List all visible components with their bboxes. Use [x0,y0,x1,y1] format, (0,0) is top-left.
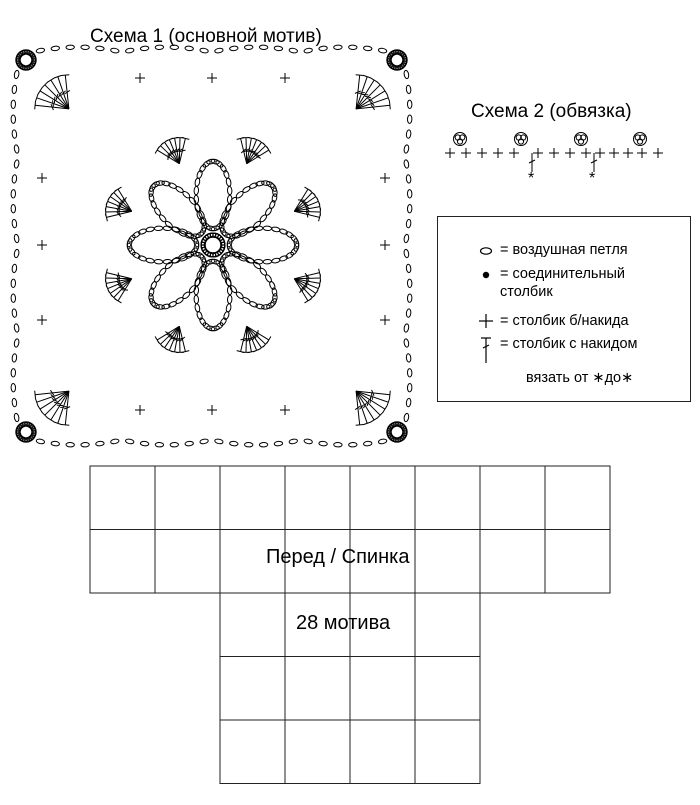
scheme1-title: Схема 1 (основной мотив) [90,26,322,47]
motif-cell [350,466,415,530]
motif-cell [220,657,285,721]
motif-cell [285,657,350,721]
motif-count-label: 28 мотива [296,612,391,634]
motif-cell [415,593,480,657]
legend-text-dc: = столбик с накидом [500,336,638,352]
motif-cell [545,466,610,530]
repeat-marker-2: * [589,170,596,187]
motif-cell [350,720,415,784]
motif-cell [220,466,285,530]
motif-cell [220,593,285,657]
motif-cell [155,530,220,594]
repeat-marker-1: * [528,170,535,187]
motif-cell [545,530,610,594]
legend-text-repeat: вязать от ∗до∗ [526,370,634,386]
motif-cell [90,530,155,594]
motif-cell [480,530,545,594]
motif-cell [90,466,155,530]
legend-text-chain: = воздушная петля [500,242,628,258]
motif-cell [220,720,285,784]
motif-cell [285,720,350,784]
legend-text-sc: = столбик б/накида [500,313,629,329]
motif-cell [155,466,220,530]
motif-cell [350,657,415,721]
motif-cell [415,466,480,530]
motif-cell [415,657,480,721]
front-back-label: Перед / Спинка [266,546,410,568]
motif-cell [285,466,350,530]
motif-cell [415,720,480,784]
motif-cell [480,466,545,530]
motif-cell [415,530,480,594]
legend-text-slip: = соединительный столбик [500,266,625,300]
scheme2-title: Схема 2 (обвязка) [471,101,632,122]
